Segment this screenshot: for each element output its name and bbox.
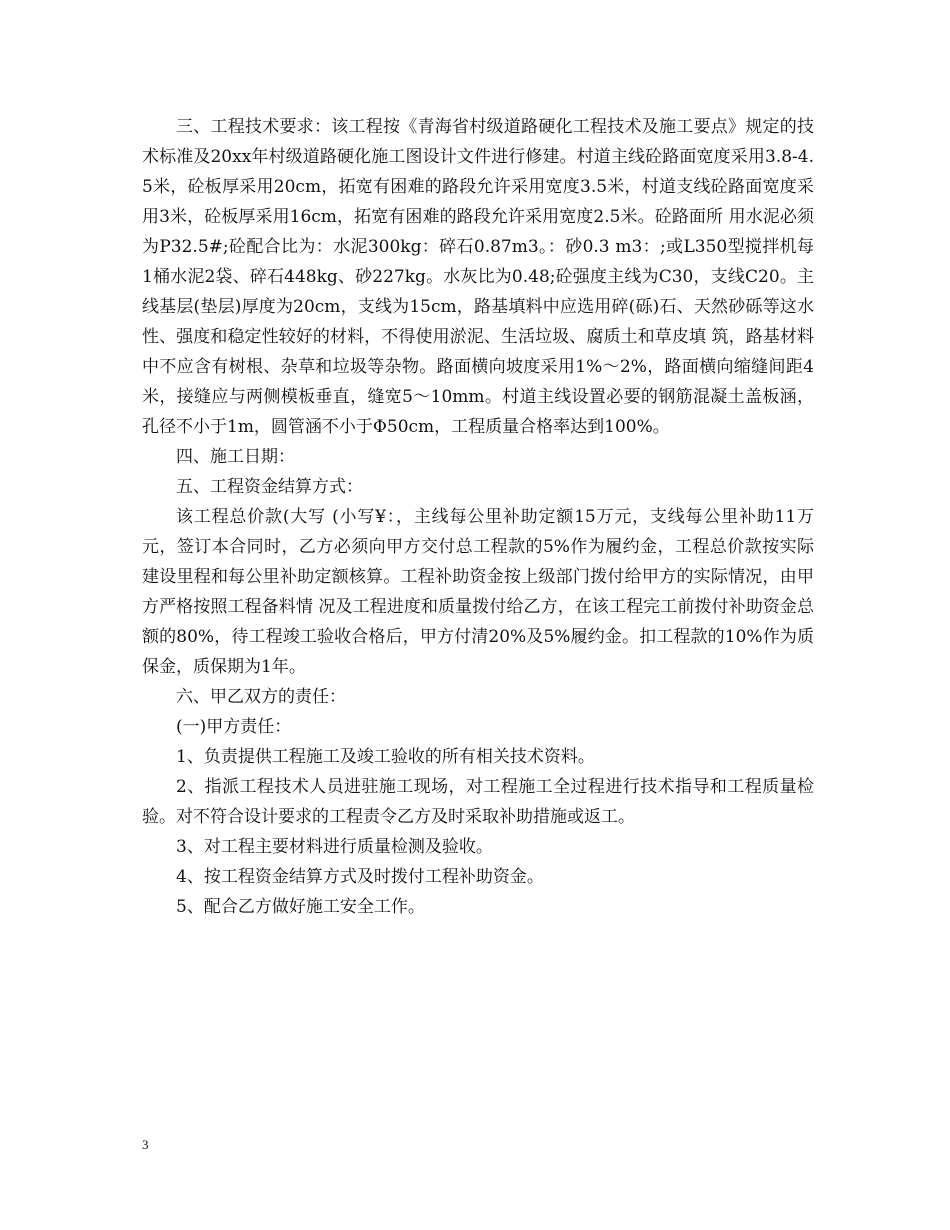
paragraph-technical-requirements: 三、工程技术要求：该工程按《青海省村级道路硬化工程技术及施工要点》规定的技术标准及20xx年村级道路硬化施工图设计文件进行修建。村道主线砼路面宽度采用3.8-4.5米，砼板厚采用20cm，拓宽有困难的路段允许采用宽度3.5米，村道支线砼路面宽度采用3米，砼板厚采用16cm，拓宽有困难的路段允许采用宽度2.5米。砼路面所 用水泥必须为P32.5#;砼配合比为：水泥300kg：碎石0.87m3。：砂0.3 m3：;或L350型搅拌机每1桶水泥2袋、碎石448kg、砂227kg。水灰比为0.48;砼强度主线为C30，支线C20。主线基层(垫层)厚度为20cm，支线为15cm，路基填料中应选用碎(砾)石、天然砂砾等这水性、强度和稳定性较好的材料，不得使用淤泥、生活垃圾、腐质土和草皮填 筑，路基材料中不应含有树根、杂草和垃圾等杂物。路面横向坡度采用1%～2%，路面横向缩缝间距4米，接缝应与两侧模板垂直，缝宽5～10mm。村道主线设置必要的钢筋混凝土盖板涵，孔径不小于1m，圆管涵不小于Φ50cm，工程质量合格率达到100%。 [142, 117, 814, 437]
paragraph-settlement-details: 该工程总价款(大写 (小写¥：，主线每公里补助定额15万元，支线每公里补助11万元，签订本合同时，乙方必须向甲方交付总工程款的5%作为履约金，工程总价款按实际建设里程和每公里补助定额核算。工程补助资金按上级部门拨付给甲方的实际情况，由甲方严格按照工程备料情 况及工程进度和质量拨付给乙方，在该工程完工前拨付补助资金总额的80%，待工程竣工验收合格后，甲方付清20%及5%履约金。扣工程款的10%作为质保金，质保期为1年。 [142, 507, 814, 677]
paragraph-party-a-item-1: 1、负责提供工程施工及竣工验收的所有相关技术资料。 [176, 747, 595, 767]
paragraph-responsibilities-heading: 六、甲乙双方的责任： [176, 687, 346, 707]
document-body [142, 112, 814, 922]
page-number: 3 [142, 1137, 149, 1152]
paragraph-party-a-item-2: 2、指派工程技术人员进驻施工现场，对工程施工全过程进行技术指导和工程质量检验。对不符合设计要求的工程责令乙方及时采取补助措施或返工。 [142, 777, 814, 827]
paragraph-party-a-item-4: 4、按工程资金结算方式及时拨付工程补助资金。 [176, 867, 544, 887]
paragraph-party-a-heading: (一)甲方责任： [176, 717, 292, 737]
paragraph-party-a-item-5: 5、配合乙方做好施工安全工作。 [176, 897, 425, 917]
paragraph-party-a-item-3: 3、对工程主要材料进行质量检测及验收。 [176, 837, 493, 857]
paragraph-settlement-heading: 五、工程资金结算方式： [176, 477, 363, 497]
paragraph-construction-date: 四、施工日期： [176, 447, 295, 467]
